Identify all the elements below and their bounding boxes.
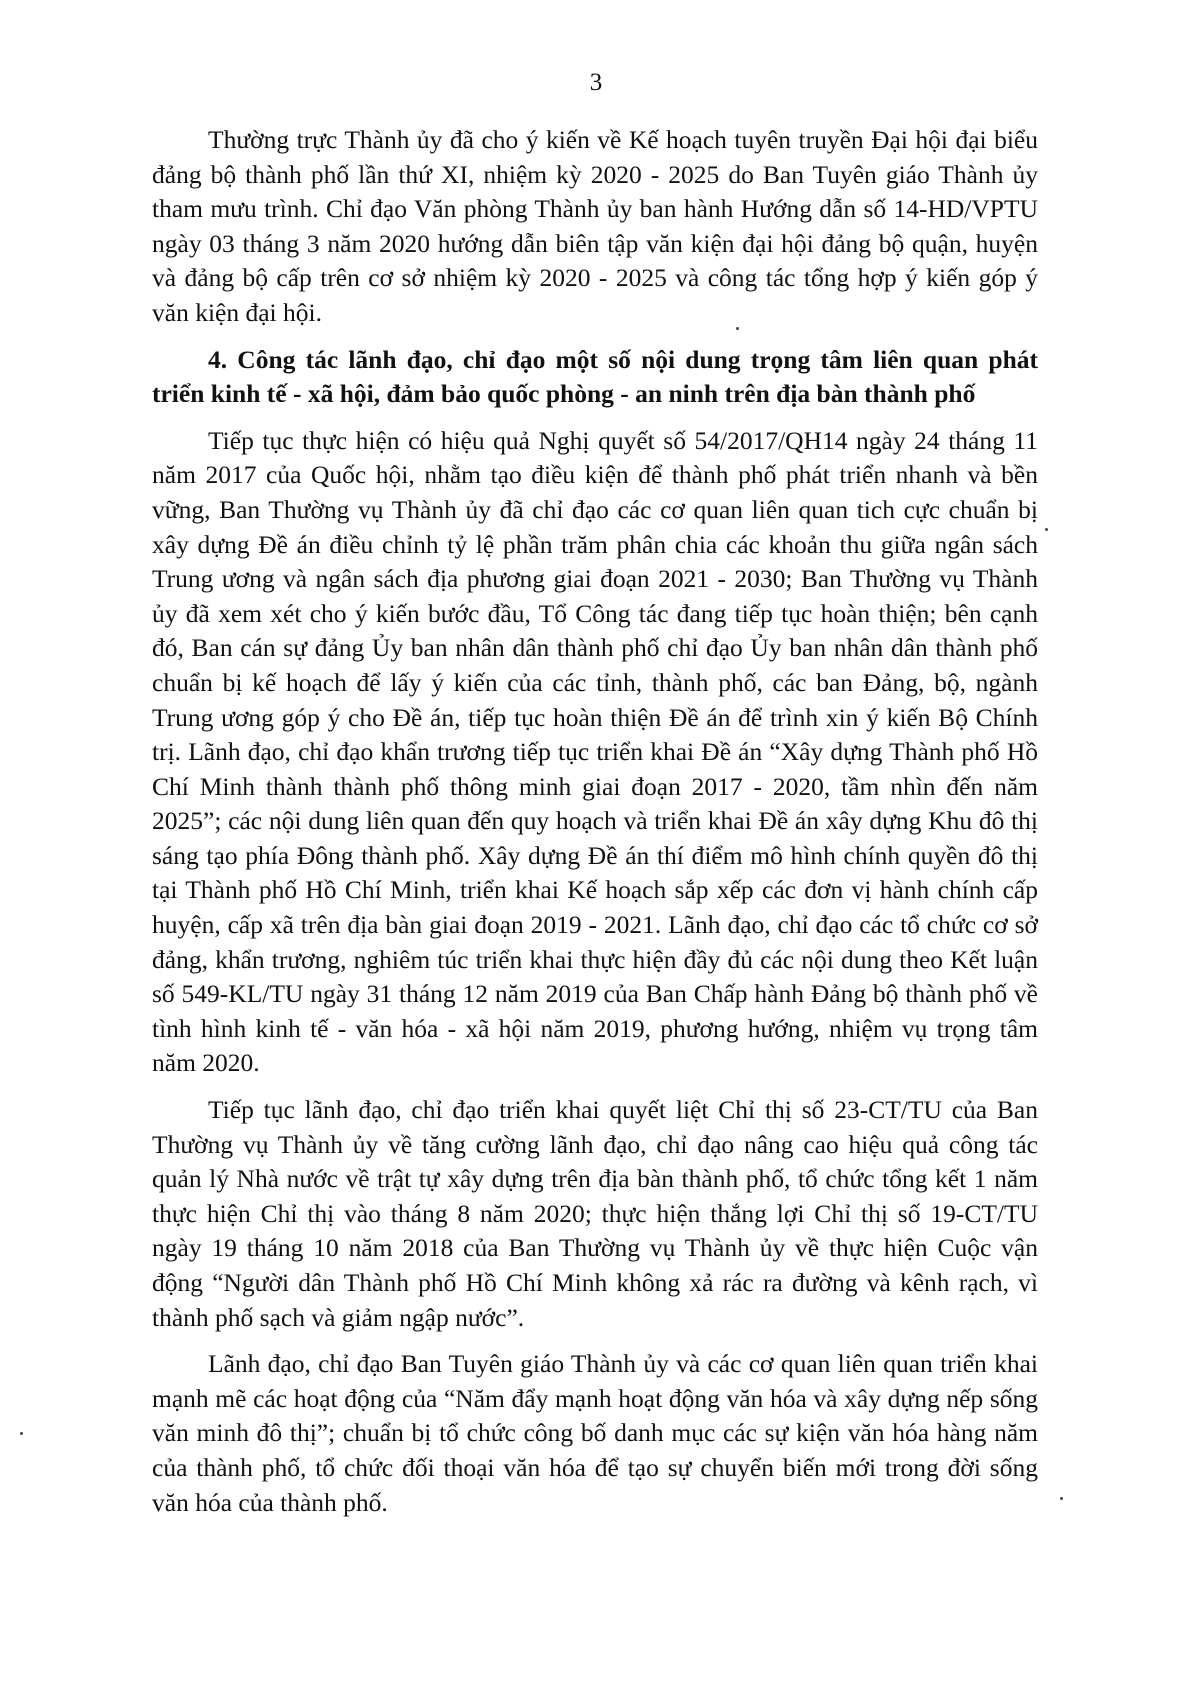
page-number: 3 xyxy=(589,69,603,96)
section-heading-4: 4. Công tác lãnh đạo, chỉ đạo một số nội dung trọng tâm liên quan phát triển kinh tế - xã hội, đảm bảo quốc phòng - an ninh trên địa bàn thành phố xyxy=(152,344,1038,409)
scan-speck xyxy=(1060,1497,1063,1500)
paragraph-directive-23: Tiếp tục lãnh đạo, chỉ đạo triển khai quyết liệt Chỉ thị số 23-CT/TU của Ban Thường vụ Thành ủy về tăng cường lãnh đạo, chỉ đạo nâng cao hiệu quả công tác quản lý Nhà nước về trật tự xây dựng trên địa bàn thành phố, tổ chức tổng kết 1 năm thực hiện Chỉ thị vào tháng 8 năm 2020; thực hiện thắng lợi Chỉ thị số 19-CT/TU ngày 19 tháng 10 năm 2018 của Ban Thường vụ Thành ủy về thực hiện Cuộc vận động “Người dân Thành phố Hồ Chí Minh không xả rác ra đường và kênh rạch, vì thành phố sạch và giảm ngập nước”. xyxy=(152,1095,1038,1332)
scan-speck xyxy=(736,327,739,330)
scan-speck xyxy=(1045,528,1048,531)
paragraph-leadership-plan: Thường trực Thành ủy đã cho ý kiến về Kế hoạch tuyên truyền Đại hội đại biểu đảng bộ thành phố lần thứ XI, nhiệm kỳ 2020 - 2025 do Ban Tuyên giáo Thành ủy tham mưu trình. Chỉ đạo Văn phòng Thành ủy ban hành Hướng dẫn số 14-HD/VPTU ngày 03 tháng 3 năm 2020 hướng dẫn biên tập văn kiện đại hội đảng bộ quận, huyện và đảng bộ cấp trên cơ sở nhiệm kỳ 2020 - 2025 và công tác tổng hợp ý kiến góp ý văn kiện đại hội. xyxy=(152,125,1038,327)
paragraph-culture-year: Lãnh đạo, chỉ đạo Ban Tuyên giáo Thành ủy và các cơ quan liên quan triển khai mạnh mẽ các hoạt động của “Năm đẩy mạnh hoạt động văn hóa và xây dựng nếp sống văn minh đô thị”; chuẩn bị tổ chức công bố danh mục các sự kiện văn hóa hàng năm của thành phố, tổ chức đối thoại văn hóa để tạo sự chuyển biến mới trong đời sống văn hóa của thành phố. xyxy=(152,1349,1038,1517)
paragraph-resolution-54: Tiếp tục thực hiện có hiệu quả Nghị quyết số 54/2017/QH14 ngày 24 tháng 11 năm 2017 của Quốc hội, nhằm tạo điều kiện để thành phố phát triển nhanh và bền vững, Ban Thường vụ Thành ủy đã chỉ đạo các cơ quan liên quan tich cực chuẩn bị xây dựng Đề án điều chỉnh tỷ lệ phần trăm phân chia các khoản thu giữa ngân sách Trung ương và ngân sách địa phương giai đoạn 2021 - 2030; Ban Thường vụ Thành ủy đã xem xét cho ý kiến bước đầu, Tổ Công tác đang tiếp tục hoàn thiện; bên cạnh đó, Ban cán sự đảng Ủy ban nhân dân thành phố chỉ đạo Ủy ban nhân dân thành phố chuẩn bị kế hoạch để lấy ý kiến của các tỉnh, thành phố, các ban Đảng, bộ, ngành Trung ương góp ý cho Đề án, tiếp tục hoàn thiện Đề án để trình xin ý kiến Bộ Chính trị. Lãnh đạo, chỉ đạo khẩn trương tiếp tục triển khai Đề án “Xây dựng Thành phố Hồ Chí Minh thành thành phố thông minh giai đoạn 2017 - 2020, tầm nhìn đến năm 2025”; các nội dung liên quan đến quy hoạch và triển khai Đề án xây dựng Khu đô thị sáng tạo phía Đông thành phố. Xây dựng Đề án thí điểm mô hình chính quyền đô thị tại Thành phố Hồ Chí Minh, triển khai Kế hoạch sắp xếp các đơn vị hành chính cấp huyện, cấp xã trên địa bàn giai đoạn 2019 - 2021. Lãnh đạo, chỉ đạo các tổ chức cơ sở đảng, khẩn trương, nghiêm túc triển khai thực hiện đầy đủ các nội dung theo Kết luận số 549-KL/TU ngày 31 tháng 12 năm 2019 của Ban Chấp hành Đảng bộ thành phố về tình hình kinh tế - văn hóa - xã hội năm 2019, phương hướng, nhiệm vụ trọng tâm năm 2020. xyxy=(152,425,1038,1078)
scan-speck xyxy=(20,1432,23,1435)
document-body xyxy=(152,123,1038,1532)
